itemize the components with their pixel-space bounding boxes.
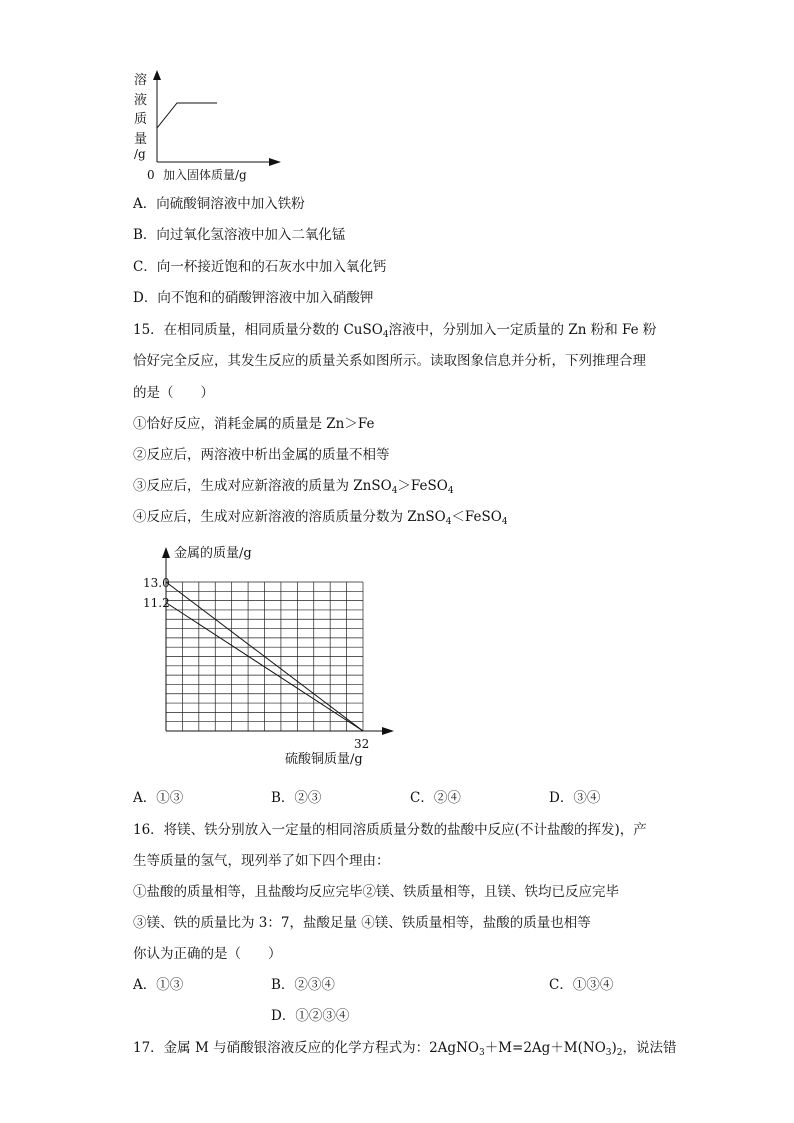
ylabel-char: 液 bbox=[134, 93, 148, 108]
origin-label: 0 bbox=[147, 168, 155, 182]
x-axis-arrow bbox=[382, 727, 394, 735]
question-17-stem: 17．金属 M 与硝酸银溶液反应的化学方程式为：$2AgNO_3+M=2Ag+M(NO_3)_2$，说法错 bbox=[133, 1040, 677, 1058]
x-axis-arrow bbox=[269, 158, 281, 166]
q16-option-c[interactable]: C．①③④ bbox=[549, 977, 614, 993]
ylabel-char: 溶 bbox=[134, 73, 148, 88]
statement-2: ②反应后，两溶液中析出金属的质量不相等 bbox=[133, 447, 390, 463]
question-16-reasons-line2: ③镁、铁的质量比为 3：7，盐酸足量 ④镁、铁质量相等，盐酸的质量也相等 bbox=[133, 915, 591, 931]
series-line bbox=[157, 103, 217, 128]
question-16-reasons-line1: ①盐酸的质量相等，且盐酸均反应完毕②镁、铁质量相等，且镁、铁均已反应完毕 bbox=[133, 884, 619, 900]
q15-option-d[interactable]: D．③④ bbox=[549, 790, 601, 806]
q16-option-b[interactable]: B．②③④ bbox=[271, 977, 335, 993]
q15-option-b[interactable]: B．②③ bbox=[271, 790, 322, 806]
y-axis-arrow bbox=[153, 70, 161, 80]
question-15-stem-line3: 的是（ ） bbox=[133, 385, 214, 401]
y-tick-11-2: 11.2 bbox=[143, 596, 170, 610]
statement-1: ①恰好反应，消耗金属的质量是 Zn＞Fe bbox=[133, 416, 375, 432]
statement-4: ④反应后，生成对应新溶液的溶质质量分数为 ZnSO$_4$＜FeSO$_4$ bbox=[133, 509, 508, 527]
y-tick-13: 13.0 bbox=[143, 576, 170, 590]
q16-option-a[interactable]: A．①③ bbox=[133, 977, 184, 993]
question-16-stem-line2: 生等质量的氢气，现列举了如下四个理由： bbox=[133, 853, 390, 869]
q15-option-a[interactable]: A．①③ bbox=[133, 790, 184, 806]
option-c[interactable]: C．向一杯接近饱和的石灰水中加入氧化钙 bbox=[133, 259, 387, 275]
q15-option-c[interactable]: C．②④ bbox=[410, 790, 461, 806]
x-axis-label: 加入固体质量/g bbox=[163, 168, 247, 182]
q16-option-d[interactable]: D．①②③④ bbox=[271, 1008, 350, 1024]
statement-3: ③反应后，生成对应新溶液的质量为 ZnSO$_4$＞FeSO$_4$ bbox=[133, 478, 454, 496]
question-15-stem-line2: 恰好完全反应，其发生反应的质量关系如图所示。读取图象信息并分析，下列推理合理 bbox=[133, 353, 646, 369]
ylabel-char: 量 bbox=[134, 132, 148, 147]
x-tick-32: 32 bbox=[354, 737, 370, 751]
y-axis-arrow bbox=[162, 547, 170, 558]
question-15-stem-line1: 15．在相同质量，相同质量分数的 CuSO$_4$溶液中，分别加入一定质量的 Zn 粉和 Fe 粉 bbox=[133, 322, 657, 340]
option-d[interactable]: D．向不饱和的硝酸钾溶液中加入硝酸钾 bbox=[133, 290, 374, 306]
x-axis-label: 硫酸铜质量/g bbox=[285, 752, 363, 767]
chart-solution-mass bbox=[125, 66, 285, 190]
ylabel-char: 质 bbox=[134, 112, 148, 127]
ylabel-char: /g bbox=[134, 147, 146, 161]
option-b[interactable]: B．向过氧化氢溶液中加入二氧化锰 bbox=[133, 227, 346, 243]
option-a[interactable]: A．向硫酸铜溶液中加入铁粉 bbox=[133, 196, 305, 212]
y-axis-label: 金属的质量/g bbox=[174, 546, 252, 561]
question-16-ask: 你认为正确的是（ ） bbox=[133, 946, 282, 962]
question-16-stem-line1: 16．将镁、铁分别放入一定量的相同溶质质量分数的盐酸中反应(不计盐酸的挥发)，产 bbox=[133, 822, 647, 838]
chart-metal-mass bbox=[130, 540, 410, 772]
